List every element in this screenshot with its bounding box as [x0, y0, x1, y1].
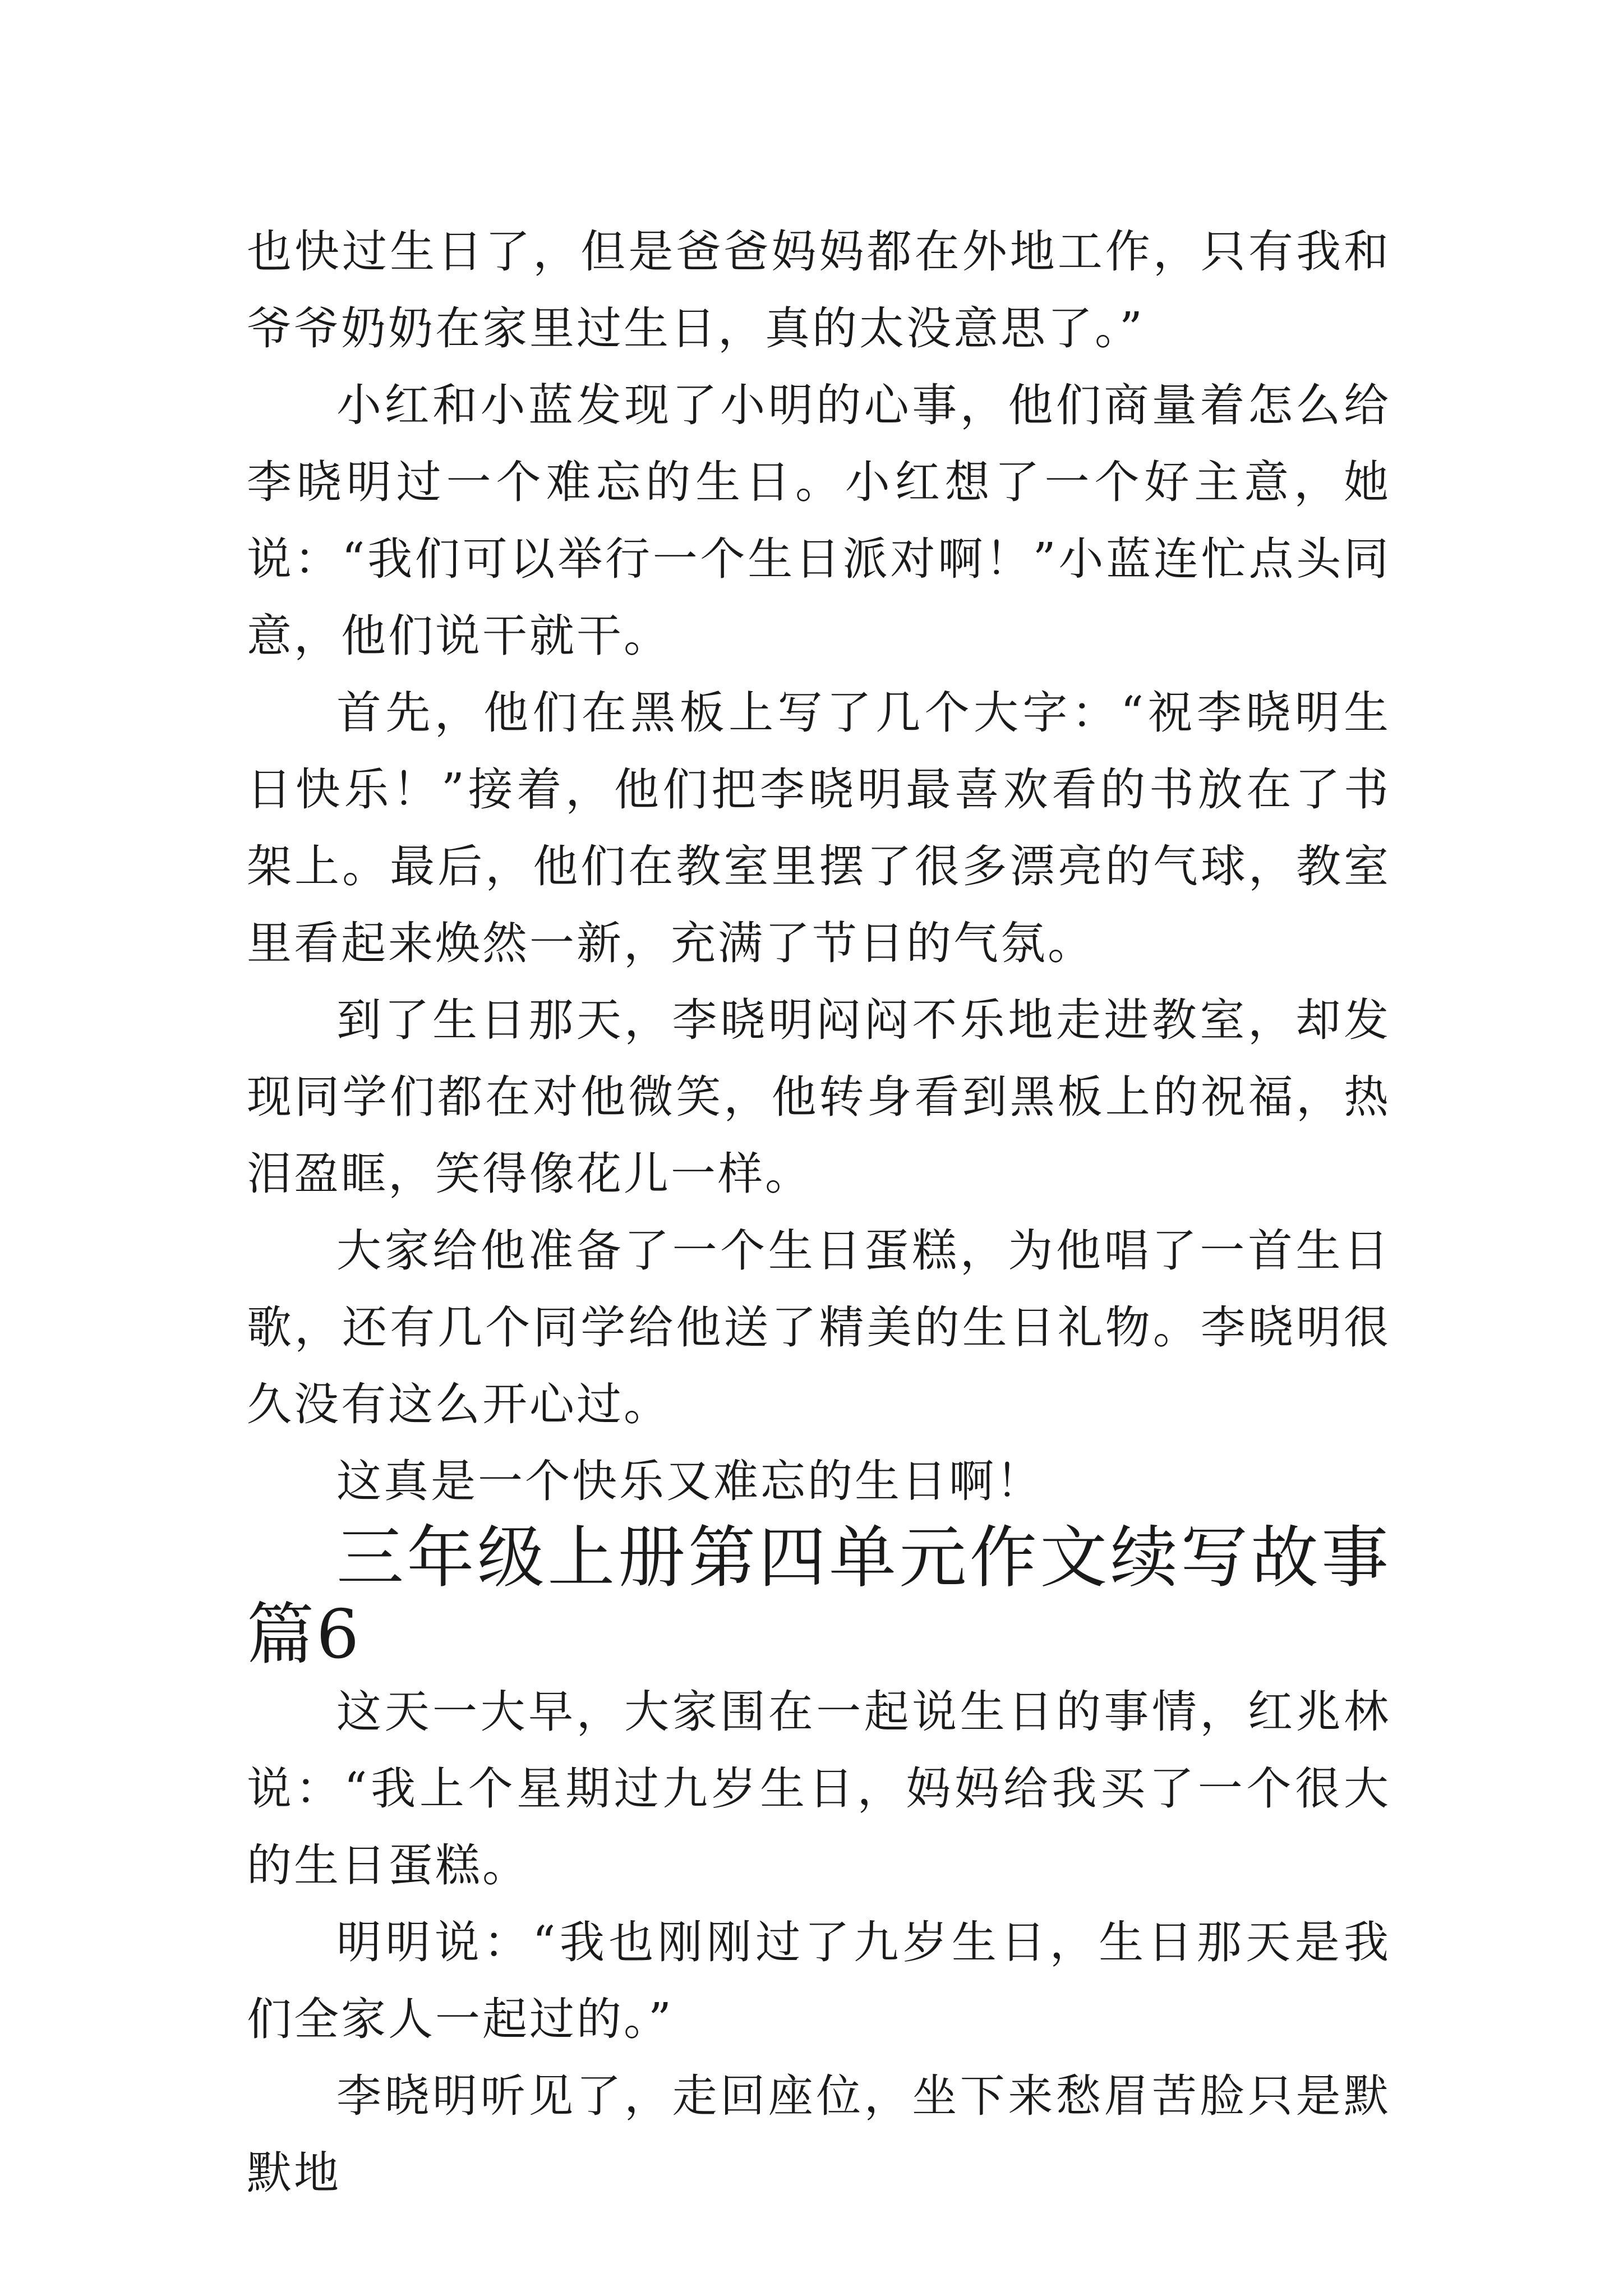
section-paragraph-1: 这天一大早，大家围在一起说生日的事情，红兆林说：“我上个星期过九岁生日，妈妈给我买了一个很大的生日蛋糕。 [247, 1686, 1391, 1892]
section-paragraph-3: 李晓明听见了，走回座位，坐下来愁眉苦脸只是默默地 [247, 2070, 1391, 2199]
section-paragraph-2: 明明说：“我也刚刚过了九岁生日，生日那天是我们全家人一起过的。” [247, 1916, 1391, 2045]
paragraph-5: 大家给他准备了一个生日蛋糕，为他唱了一首生日歌，还有几个同学给他送了精美的生日礼物。李晓明很久没有这么开心过。 [247, 1225, 1391, 1430]
paragraph-6: 这真是一个快乐又难忘的生日啊！ [336, 1455, 1043, 1507]
document-body [247, 213, 1391, 2211]
paragraph-4: 到了生日那天，李晓明闷闷不乐地走进教室，却发现同学们都在对他微笑，他转身看到黑板上的祝福，热泪盈眶，笑得像花儿一样。 [247, 994, 1391, 1200]
paragraph-1: 也快过生日了，但是爸爸妈妈都在外地工作，只有我和爷爷奶奶在家里过生日，真的太没意思了。” [247, 226, 1391, 355]
paragraph-3: 首先，他们在黑板上写了几个大字：“祝李晓明生日快乐！”接着，他们把李晓明最喜欢看的书放在了书架上。最后，他们在教室里摆了很多漂亮的气球，教室里看起来焕然一新，充满了节日的气氛。 [247, 687, 1391, 969]
paragraph-2: 小红和小蓝发现了小明的心事，他们商量着怎么给李晓明过一个难忘的生日。小红想了一个好主意，她说：“我们可以举行一个生日派对啊！”小蓝连忙点头同意，他们说干就干。 [247, 379, 1391, 662]
section-heading: 三年级上册第四单元作文续写故事篇6 [247, 1519, 1391, 1674]
